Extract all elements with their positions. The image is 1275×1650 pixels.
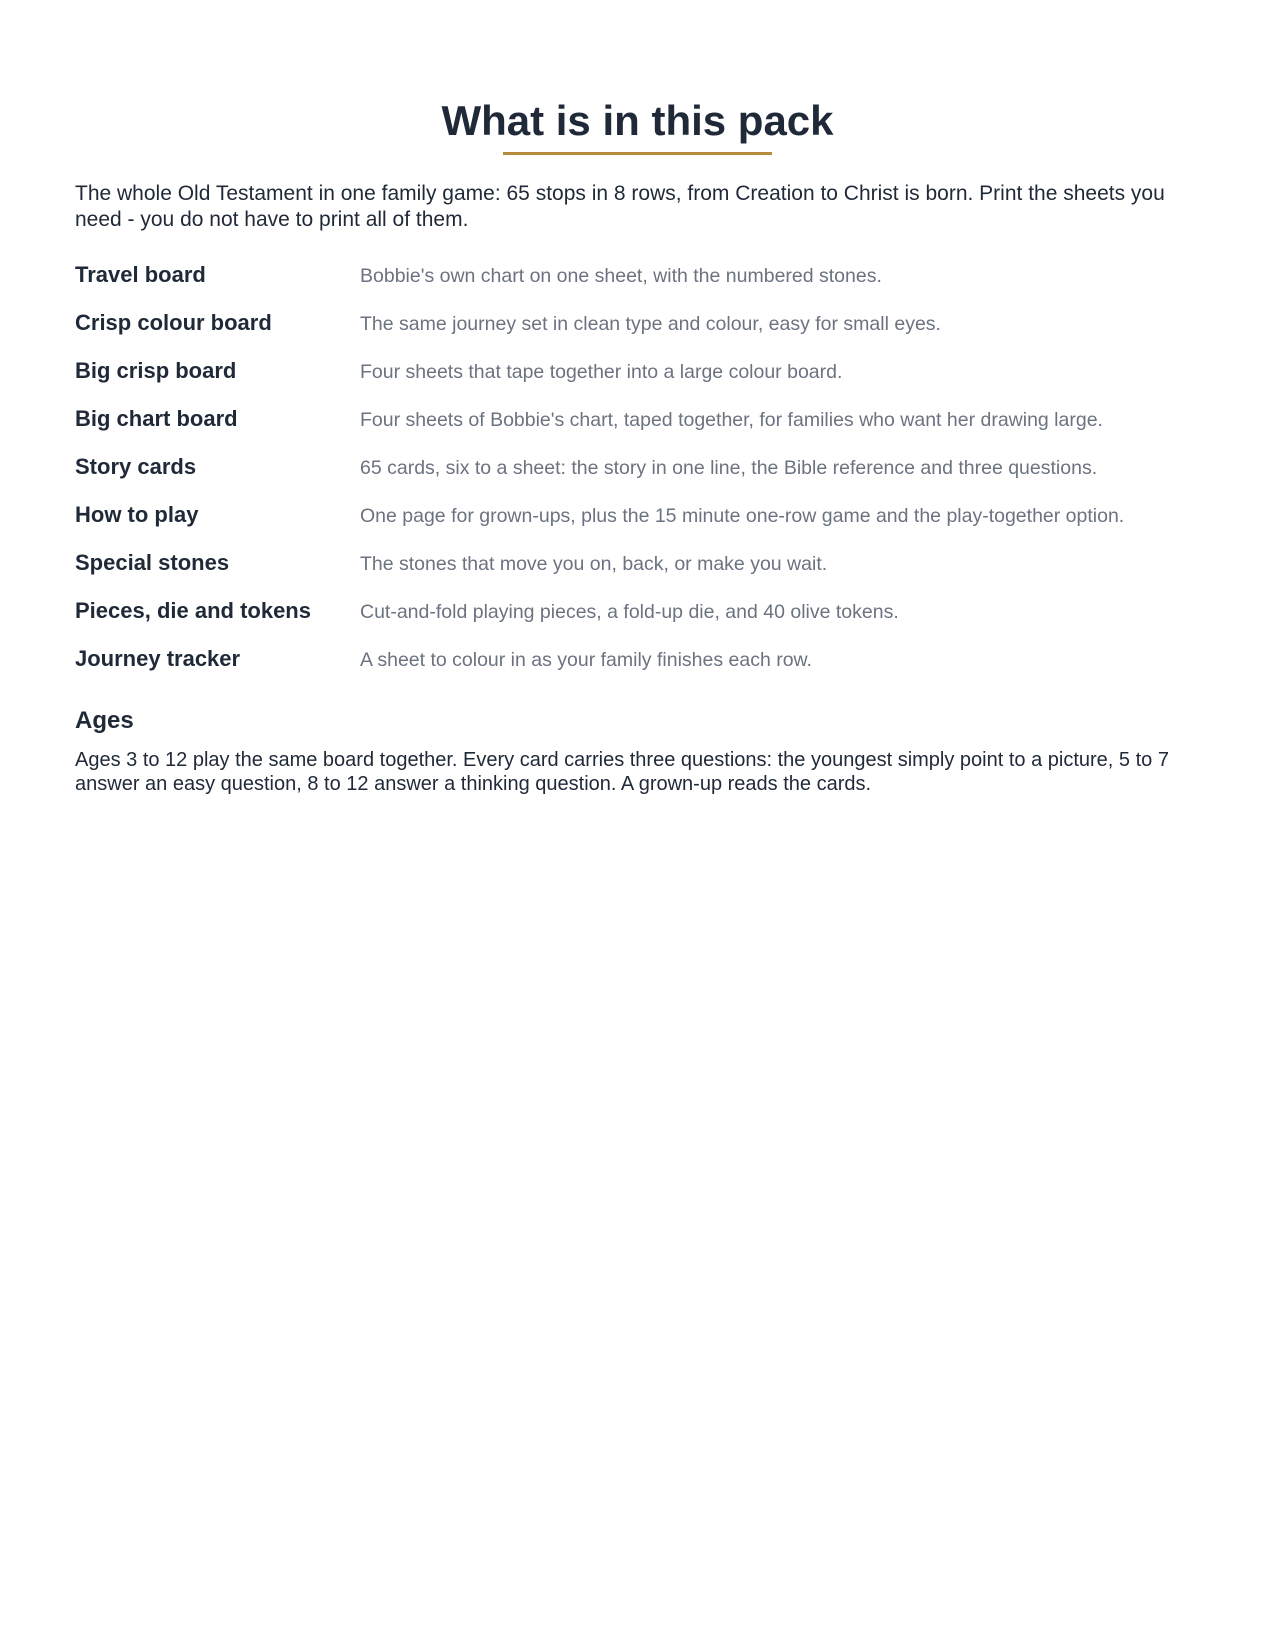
list-item — [75, 451, 1200, 499]
item-name: How to play — [75, 502, 199, 527]
list-item — [75, 355, 1200, 403]
title-underline — [503, 152, 772, 155]
page-title: What is in this pack — [441, 97, 834, 144]
item-description: A sheet to colour in as your family finishes each row. — [360, 649, 812, 671]
item-description: Four sheets that tape together into a large colour board. — [360, 361, 843, 383]
item-description: The stones that move you on, back, or make you wait. — [360, 553, 828, 575]
list-item — [75, 643, 1200, 691]
list-item — [75, 307, 1200, 355]
item-description: Cut-and-fold playing pieces, a fold-up die, and 40 olive tokens. — [360, 601, 899, 623]
ages-heading: Ages — [75, 707, 134, 734]
item-description: Bobbie's own chart on one sheet, with the numbered stones. — [360, 265, 882, 287]
intro-paragraph: The whole Old Testament in one family game: 65 stops in 8 rows, from Creation to Christ is born. Print the sheets you need - you do not have to print all of them. — [75, 182, 1165, 231]
item-description: 65 cards, six to a sheet: the story in one line, the Bible reference and three questions. — [360, 457, 1098, 479]
pack-contents-list — [75, 259, 1200, 691]
item-description: One page for grown-ups, plus the 15 minute one-row game and the play-together option. — [360, 505, 1125, 527]
item-name: Special stones — [75, 550, 230, 575]
item-description: Four sheets of Bobbie's chart, taped together, for families who want her drawing large. — [360, 409, 1103, 431]
ages-paragraph: Ages 3 to 12 play the same board together. Every card carries three questions: the youngest simply point to a picture, 5 to 7 answer an easy question, 8 to 12 answer a thinking question. A grown-up reads the cards. — [75, 749, 1169, 795]
item-name: Big crisp board — [75, 358, 237, 383]
item-name: Story cards — [75, 454, 197, 479]
item-name: Travel board — [75, 262, 206, 287]
list-item — [75, 259, 1200, 307]
item-description: The same journey set in clean type and colour, easy for small eyes. — [360, 313, 941, 335]
list-item — [75, 595, 1200, 643]
list-item — [75, 547, 1200, 595]
list-item — [75, 403, 1200, 451]
item-name: Big chart board — [75, 406, 238, 431]
item-name: Journey tracker — [75, 646, 241, 671]
item-name: Pieces, die and tokens — [75, 598, 311, 623]
item-name: Crisp colour board — [75, 310, 272, 335]
list-item — [75, 499, 1200, 547]
